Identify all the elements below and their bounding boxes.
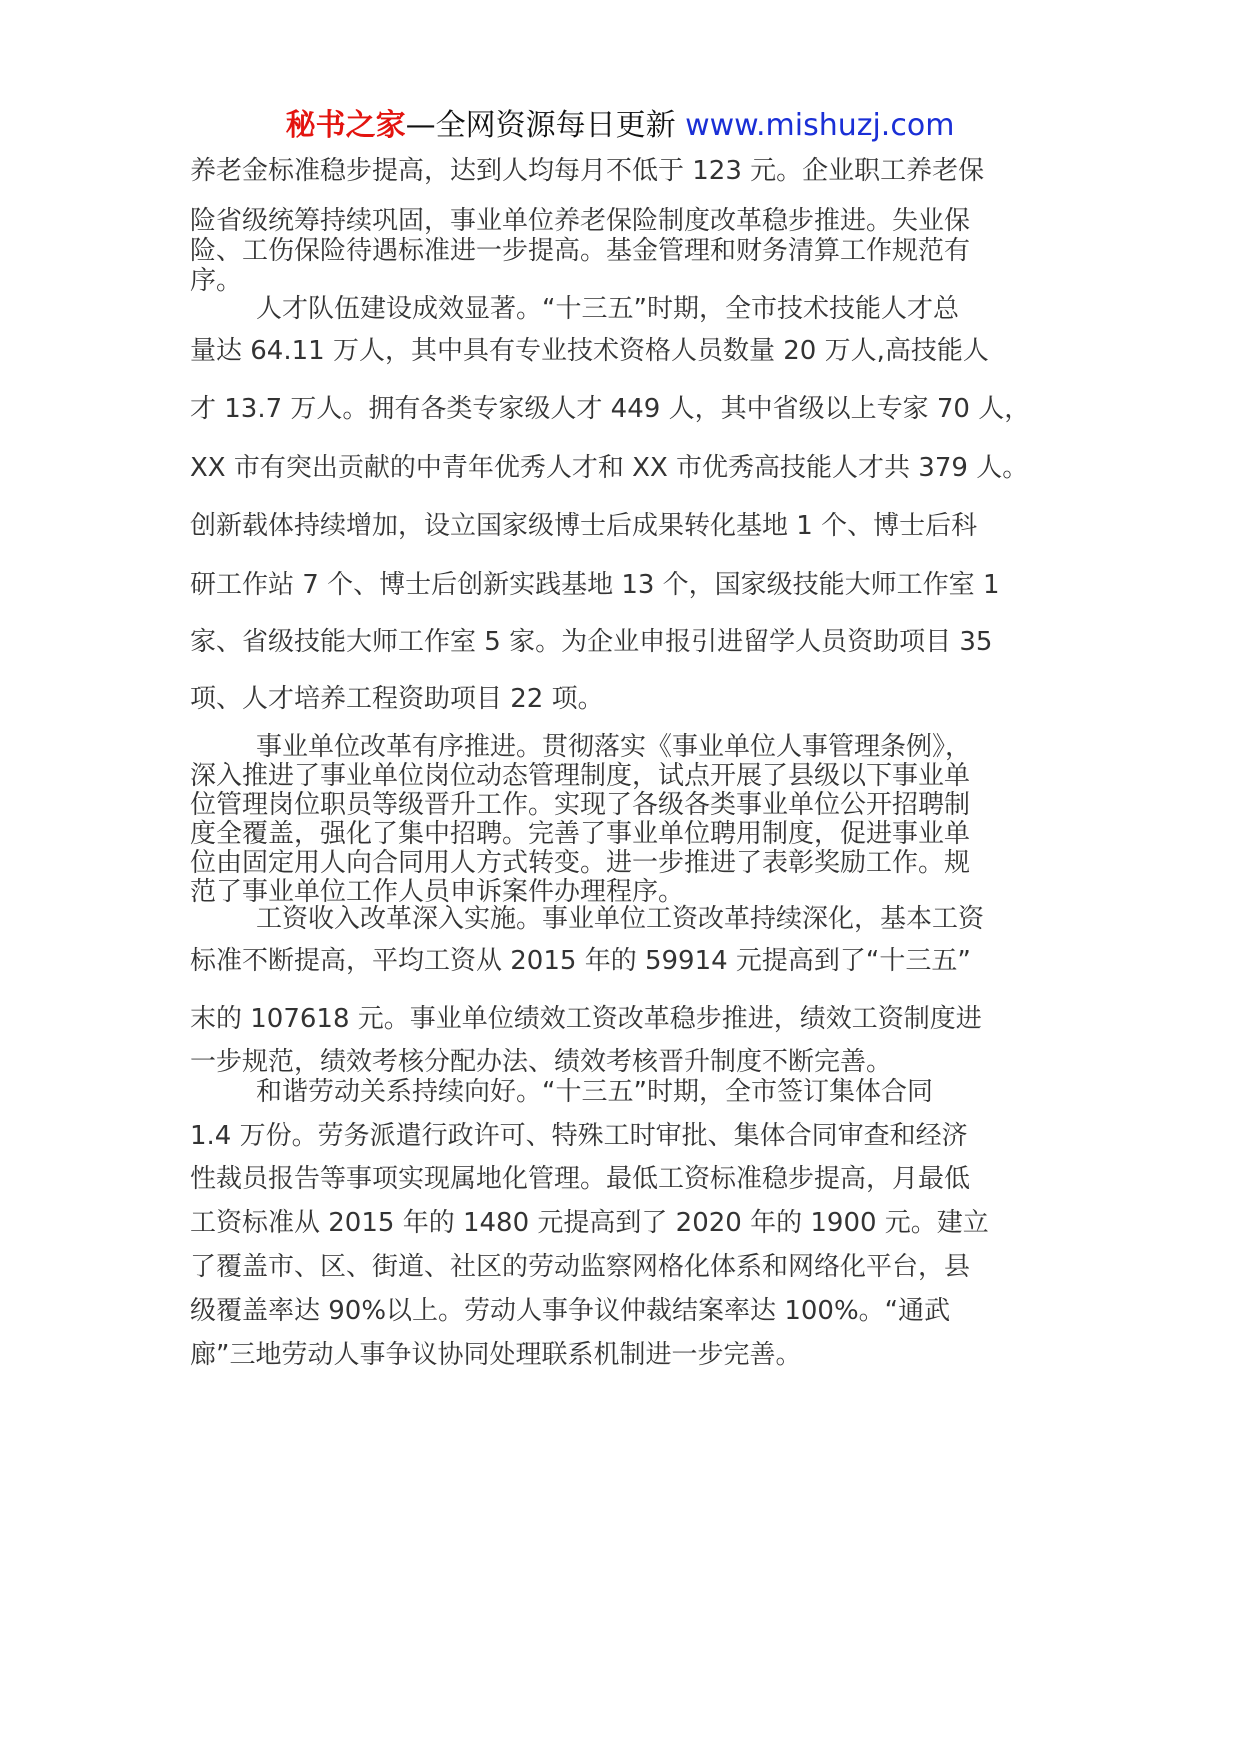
text-line: 位管理岗位职员等级晋升工作。实现了各级各类事业单位公开招聘制 bbox=[190, 790, 971, 820]
brand-name: 秘书之家 bbox=[285, 108, 406, 143]
text-line: 家、省级技能大师工作室 5 家。为企业申报引进留学人员资助项目 35 bbox=[190, 627, 993, 657]
text-line: 了覆盖市、区、街道、社区的劳动监察网格化体系和网络化平台，县 bbox=[190, 1252, 971, 1282]
page-header bbox=[0, 100, 1240, 144]
text-line: 工资标准从 2015 年的 1480 元提高到了 2020 年的 1900 元。建立 bbox=[190, 1208, 989, 1238]
text-line: 位由固定用人向合同用人方式转变。进一步推进了表彰奖励工作。规 bbox=[190, 848, 971, 878]
paragraph-first-line: 事业单位改革有序推进。贯彻落实《事业单位人事管理条例》， bbox=[256, 732, 972, 762]
header-slogan: —全网资源每日更新 bbox=[405, 108, 676, 143]
website-link[interactable]: www.mishuzj.com bbox=[675, 108, 955, 143]
text-line: 项、人才培养工程资助项目 22 项。 bbox=[190, 684, 604, 714]
text-line: 险、工伤保险待遇标准进一步提高。基金管理和财务清算工作规范有 bbox=[190, 236, 971, 266]
text-line: 廊”三地劳动人事争议协同处理联系机制进一步完善。 bbox=[190, 1340, 802, 1370]
text-line: XX 市有突出贡献的中青年优秀人才和 XX 市优秀高技能人才共 379 人。 bbox=[190, 453, 1029, 483]
paragraph-first-line: 和谐劳动关系持续向好。“十三五”时期，全市签订集体合同 bbox=[256, 1077, 933, 1107]
text-line: 1.4 万份。劳务派遣行政许可、特殊工时审批、集体合同审查和经济 bbox=[190, 1121, 968, 1151]
text-line: 才 13.7 万人。拥有各类专家级人才 449 人，其中省级以上专家 70 人， bbox=[190, 394, 1031, 424]
paragraph-first-line: 工资收入改革深入实施。事业单位工资改革持续深化，基本工资 bbox=[256, 904, 985, 934]
text-line: 研工作站 7 个、博士后创新实践基地 13 个，国家级技能大师工作室 1 bbox=[190, 570, 1000, 600]
text-line: 序。 bbox=[190, 266, 243, 296]
text-line: 范了事业单位工作人员申诉案件办理程序。 bbox=[190, 877, 685, 907]
text-line: 深入推进了事业单位岗位动态管理制度，试点开展了县级以下事业单 bbox=[190, 761, 971, 791]
text-line: 标准不断提高，平均工资从 2015 年的 59914 元提高到了“十三五” bbox=[190, 946, 971, 976]
text-line: 创新载体持续增加，设立国家级博士后成果转化基地 1 个、博士后科 bbox=[190, 511, 978, 541]
text-line: 一步规范，绩效考核分配办法、绩效考核晋升制度不断完善。 bbox=[190, 1047, 893, 1077]
paragraph-first-line: 人才队伍建设成效显著。“十三五”时期，全市技术技能人才总 bbox=[256, 294, 959, 324]
text-line: 养老金标准稳步提高，达到人均每月不低于 123 元。企业职工养老保 bbox=[190, 156, 985, 186]
text-line: 量达 64.11 万人，其中具有专业技术资格人员数量 20 万人,高技能人 bbox=[190, 336, 989, 366]
text-line: 险省级统筹持续巩固，事业单位养老保险制度改革稳步推进。失业保 bbox=[190, 206, 971, 236]
text-line: 级覆盖率达 90%以上。劳动人事争议仲裁结案率达 100%。“通武 bbox=[190, 1296, 951, 1326]
text-line: 末的 107618 元。事业单位绩效工资改革稳步推进，绩效工资制度进 bbox=[190, 1004, 982, 1034]
text-line: 性裁员报告等事项实现属地化管理。最低工资标准稳步提高，月最低 bbox=[190, 1164, 971, 1194]
text-line: 度全覆盖，强化了集中招聘。完善了事业单位聘用制度，促进事业单 bbox=[190, 819, 971, 849]
